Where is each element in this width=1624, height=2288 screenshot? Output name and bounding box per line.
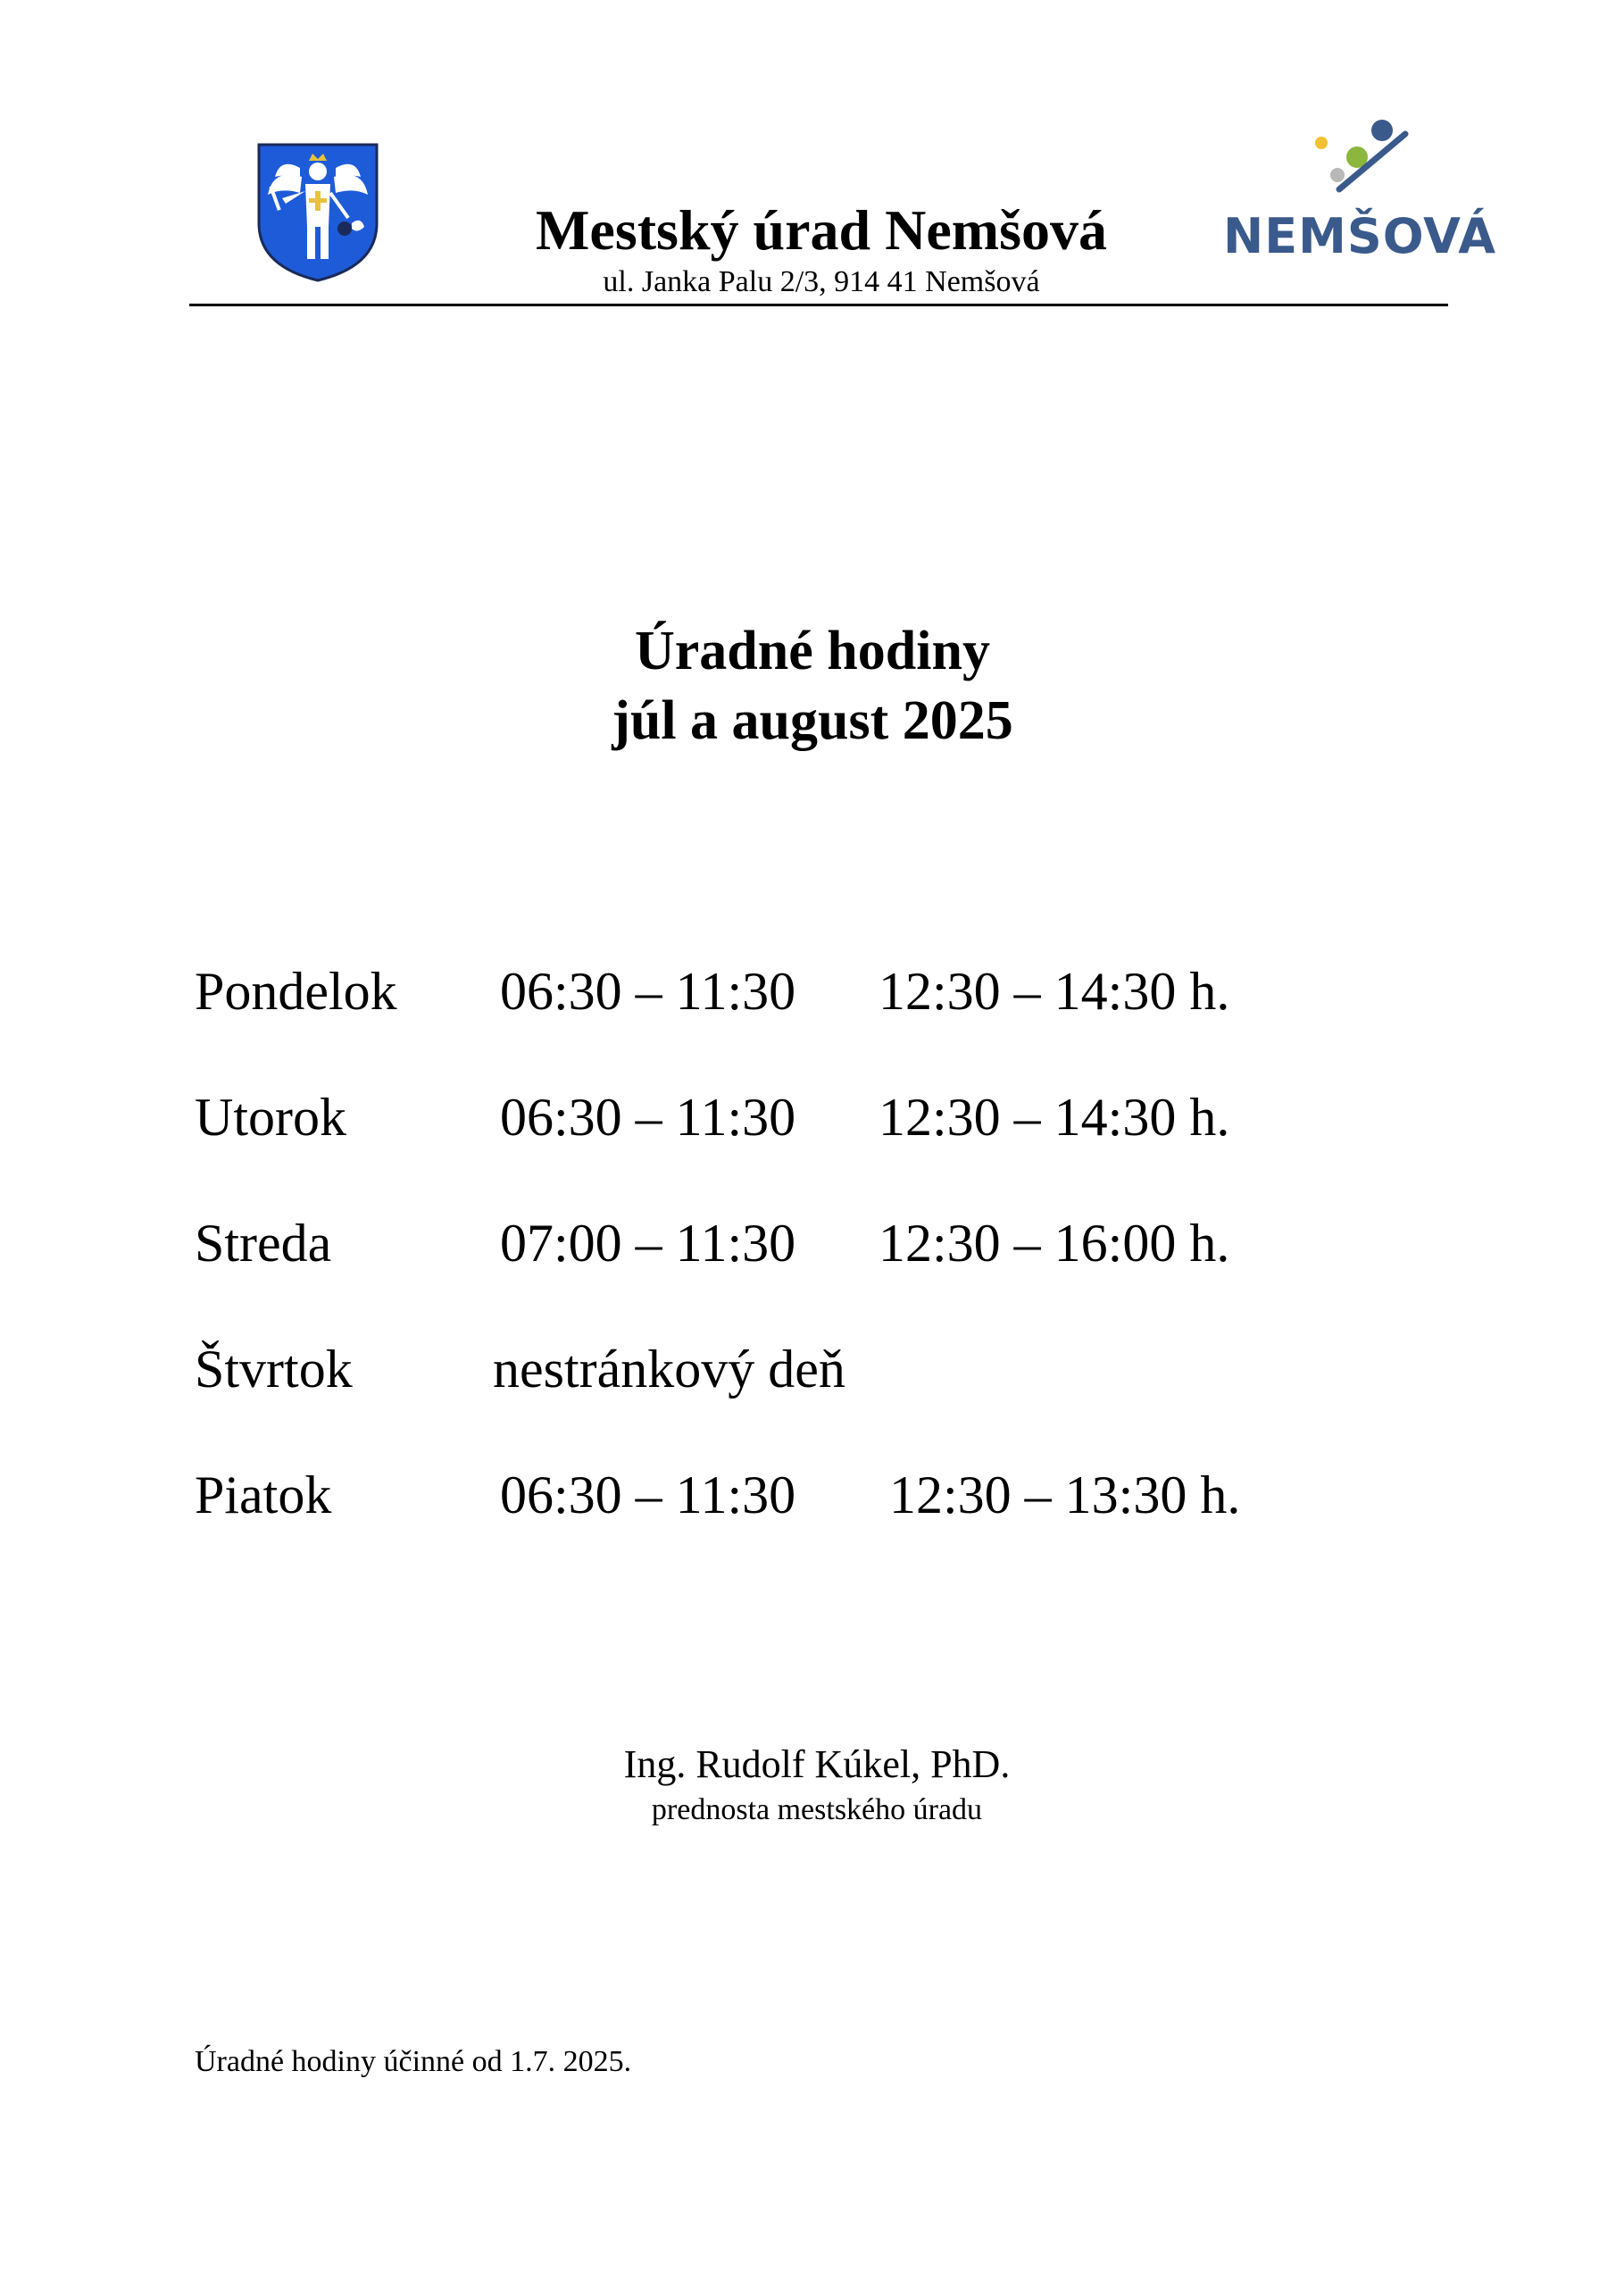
signer-role: prednosta mestského úradu [651,1793,983,1826]
day-name: Utorok [195,1088,346,1147]
day-name: Štvrtok [195,1340,353,1399]
day-name: Piatok [195,1465,332,1524]
logo-text: NEMŠOVÁ [1223,208,1497,264]
afternoon-hours: 12:30 – 14:30 h. [879,962,1230,1021]
office-hours-schedule [195,956,1445,1585]
effective-date-note: Úradné hodiny účinné od 1.7. 2025. [195,2045,632,2078]
afternoon-hours: 12:30 – 13:30 h. [889,1465,1241,1524]
day-name: Pondelok [195,962,397,1021]
office-address: ul. Janka Palu 2/3, 914 41 Nemšová [603,265,1040,298]
city-logo [1223,116,1497,268]
morning-hours: 07:00 – 11:30 [500,1214,796,1273]
logo-mark-icon [1312,116,1411,196]
coat-of-arms-icon [255,141,380,284]
title-line-2: júl a august 2025 [612,690,1013,751]
morning-hours: 06:30 – 11:30 [500,962,796,1021]
signer-name: Ing. Rudolf Kúkel, PhD. [623,1742,1011,1786]
afternoon-hours: 12:30 – 16:00 h. [879,1214,1230,1273]
schedule-row-thursday [195,1333,1445,1459]
afternoon-hours: 12:30 – 14:30 h. [879,1088,1230,1147]
header-divider [189,304,1448,306]
morning-hours: 06:30 – 11:30 [500,1088,796,1147]
title-line-1: Úradné hodiny [635,621,990,681]
morning-hours: 06:30 – 11:30 [500,1465,796,1524]
schedule-row-friday [195,1459,1445,1585]
schedule-row-wednesday [195,1207,1445,1333]
closed-day-note: nestránkový deň [493,1340,845,1399]
day-name: Streda [195,1214,332,1273]
schedule-row-tuesday [195,1081,1445,1207]
page-title [268,616,1357,756]
office-name: Mestský úrad Nemšová [536,198,1107,262]
schedule-row-monday [195,956,1445,1081]
